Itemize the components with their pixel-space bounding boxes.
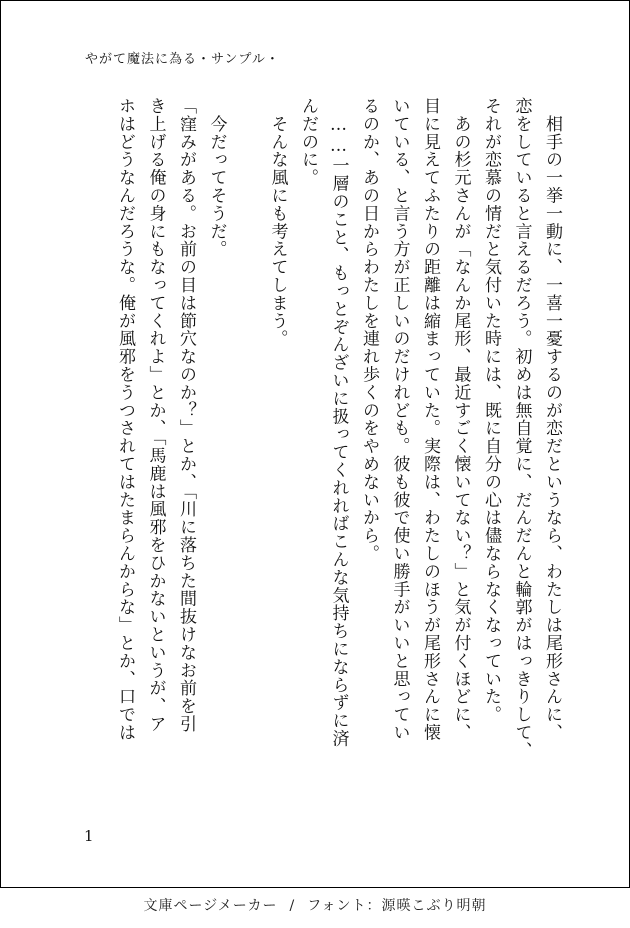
footer-separator: / (289, 898, 296, 914)
text-line: 「窪みがある。お前の目は節穴なのか？」とか、「川に落ちた間抜けなお前を引 (176, 97, 196, 733)
text-line: 今だってそうだ。 (206, 97, 227, 259)
text-line: 恋をしていると言えるだろう。初めは無自覚に、だんだんと輪郭がはっきりして、 (511, 97, 532, 760)
text-line: き上げる俺の身にもなってくれよ」とか、「馬鹿は風邪をひかないというが、ア (145, 97, 166, 733)
text-line: あの杉元さんが「なんか尾形、最近すごく懐いてない？」と気が付くほどに、 (450, 97, 471, 742)
running-header: やがて魔法に為る・サンプル・ (85, 52, 280, 67)
text-line: そんな風にも考えてしまう。 (267, 97, 288, 348)
text-line: んだのに。 (298, 97, 318, 187)
text-line: るのか、あの日からわたしを連れ歩くのをやめないから。 (359, 97, 379, 563)
footer-app-name: 文庫ページメーカー (143, 898, 278, 914)
footer-font-name: フォント：源暎こぶり明朝 (307, 898, 487, 914)
text-line: それが恋慕の情だと気付いた時には、既に自分の心は儘ならなくなっていた。 (481, 97, 501, 724)
page-number: 1 (84, 827, 94, 845)
blank-line (232, 97, 263, 807)
footer-credit (0, 895, 630, 915)
text-line: ……一層のこと、もっとぞんざいに扱ってくれればこんな気持ちにならずに済 (328, 97, 349, 748)
text-line: いている、と言う方が正しいのだけれども。彼も彼で使い勝手がいいと思ってい (389, 97, 410, 742)
text-line: ホはどうなんだろうな。俺が風邪をうつされてはたまらんからな」とか、口では (115, 97, 135, 742)
text-line: 相手の一挙一動に、一喜一憂するのが恋だというなら、わたしは尾形さんに、 (542, 97, 562, 742)
text-line: 目に見えてふたりの距離は縮まっていた。実際は、わたしのほうが尾形さんに懐 (420, 97, 440, 742)
vertical-body-text (73, 97, 567, 807)
